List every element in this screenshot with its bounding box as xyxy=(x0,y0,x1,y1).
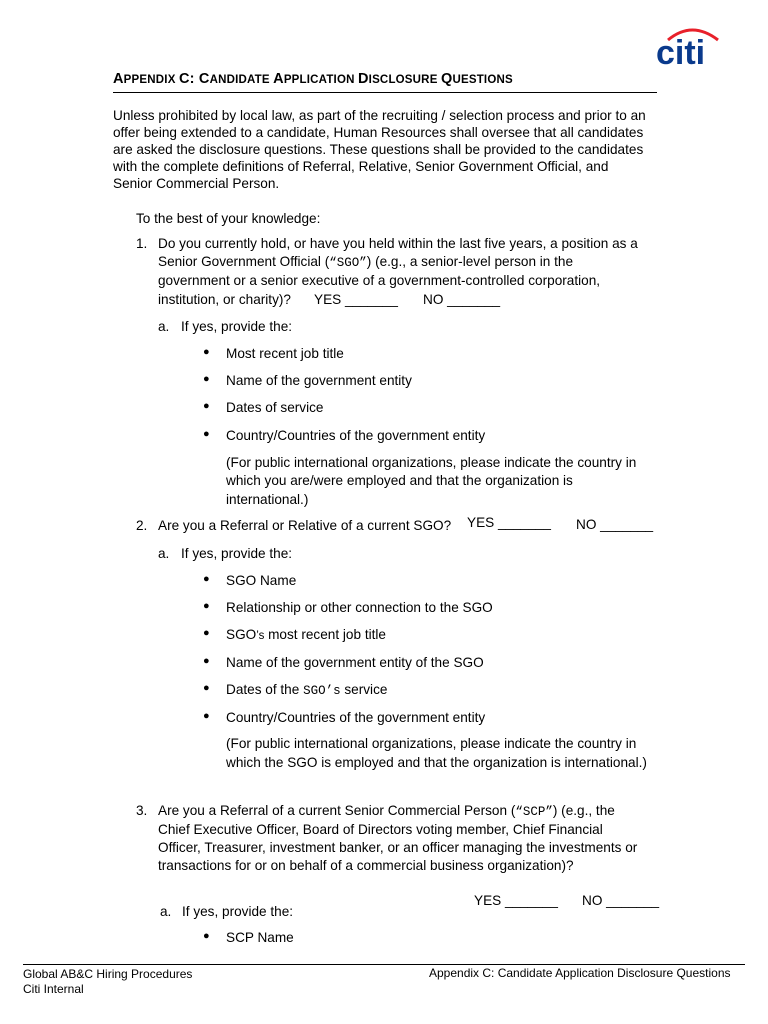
footer-rule xyxy=(23,964,745,965)
q2-bullet-1: SGO Name xyxy=(226,573,297,588)
intro-paragraph: Unless prohibited by local law, as part of the recruiting / selection process and prior to an offer being extended to a candidate, Human Resources shall oversee that all candidates are asked the disclosure questions. These questions shall be provided to the candidates with the complete definitions of Referral, Relative, Senior Government Official, and Senior Commercial Person. xyxy=(113,108,646,191)
q1a-text: If yes, provide the: xyxy=(181,319,293,334)
bullet-icon: ● xyxy=(203,930,210,942)
q1-no-field[interactable]: NO _______ xyxy=(423,292,501,307)
q3-no-field[interactable]: NO _______ xyxy=(582,893,660,908)
q1-bullet-1: Most recent job title xyxy=(226,346,344,361)
q2a-text: If yes, provide the: xyxy=(181,546,293,561)
q1-bullet-4: Country/Countries of the government entity xyxy=(226,428,486,443)
bullet-icon: ● xyxy=(203,627,210,639)
q2-bullet-5: Dates of the SGO’s service xyxy=(226,682,388,698)
q1a-label: a. xyxy=(158,319,170,334)
q1-bullet-2: Name of the government entity xyxy=(226,373,412,388)
bullet-icon: ● xyxy=(203,428,210,440)
q1-number: 1. xyxy=(136,236,148,251)
citi-logo xyxy=(654,24,724,68)
footer-left-1: Global AB&C Hiring Procedures xyxy=(23,967,193,981)
bullet-icon: ● xyxy=(203,573,210,585)
q3-line-2: Chief Executive Officer, Board of Directors voting member, Chief Financial xyxy=(158,822,603,837)
bullet-icon: ● xyxy=(203,655,210,667)
bullet-icon: ● xyxy=(203,710,210,722)
q2-note-1: (For public international organizations, please indicate the country in xyxy=(226,736,637,751)
q3-line-4: transactions for or on behalf of a commercial business organization)? xyxy=(158,858,574,873)
q2-yes-field[interactable]: YES _______ xyxy=(467,515,551,530)
q1-note-3: international.) xyxy=(226,492,309,507)
q2-bullet-2: Relationship or other connection to the SGO xyxy=(226,600,493,615)
bullet-icon: ● xyxy=(203,346,210,358)
q3-yes-field[interactable]: YES _______ xyxy=(474,893,558,908)
bullet-icon: ● xyxy=(203,682,210,694)
q1-note-1: (For public international organizations, please indicate the country in xyxy=(226,455,637,470)
q1-bullet-3: Dates of service xyxy=(226,400,324,415)
footer-left-2: Citi Internal xyxy=(23,982,84,996)
footer-right: Appendix C: Candidate Application Disclosure Questions xyxy=(429,966,731,980)
q1-line-3: government or a senior executive of a government-controlled corporation, xyxy=(158,273,601,288)
q1-line-2: Senior Government Official (“SGO”) (e.g., a senior-level person in the xyxy=(158,254,574,270)
q3-line-3: Officer, Treasurer, investment banker, or an officer managing the investments or xyxy=(158,840,638,855)
q2-bullet-6: Country/Countries of the government entity xyxy=(226,710,486,725)
q2-no-field[interactable]: NO _______ xyxy=(576,517,654,532)
q2-bullet-3: SGO’s most recent job title xyxy=(226,627,386,642)
q2a-label: a. xyxy=(158,546,170,561)
q2-bullet-4: Name of the government entity of the SGO xyxy=(226,655,484,670)
bullet-icon: ● xyxy=(203,373,210,385)
q1-line-1: Do you currently hold, or have you held within the last five years, a position as a xyxy=(158,236,638,251)
q2-note-2: which the SGO is employed and that the organization is international.) xyxy=(226,755,647,770)
q3-number: 3. xyxy=(136,803,148,818)
q3-line-1: Are you a Referral of a current Senior Commercial Person (“SCP”) (e.g., the xyxy=(158,803,615,819)
q3a-text: If yes, provide the: xyxy=(182,904,294,919)
heading-rule xyxy=(113,92,657,93)
page-heading: APPENDIX C: CANDIDATE APPLICATION DISCLOSURE QUESTIONS xyxy=(113,71,513,87)
bullet-icon: ● xyxy=(203,400,210,412)
bullet-icon: ● xyxy=(203,600,210,612)
q2-text: Are you a Referral or Relative of a current SGO? xyxy=(158,518,452,533)
q2-number: 2. xyxy=(136,518,148,533)
q1-yes-field[interactable]: YES _______ xyxy=(314,292,398,307)
citi-logo-text: citi xyxy=(656,34,706,68)
q3-bullet-1: SCP Name xyxy=(226,930,294,945)
q1-line-4: institution, or charity)? xyxy=(158,292,291,307)
q1-note-2: which you are/were employed and that the organization is xyxy=(226,473,573,488)
lead-text: To the best of your knowledge: xyxy=(136,211,321,226)
q3a-label: a. xyxy=(160,904,172,919)
